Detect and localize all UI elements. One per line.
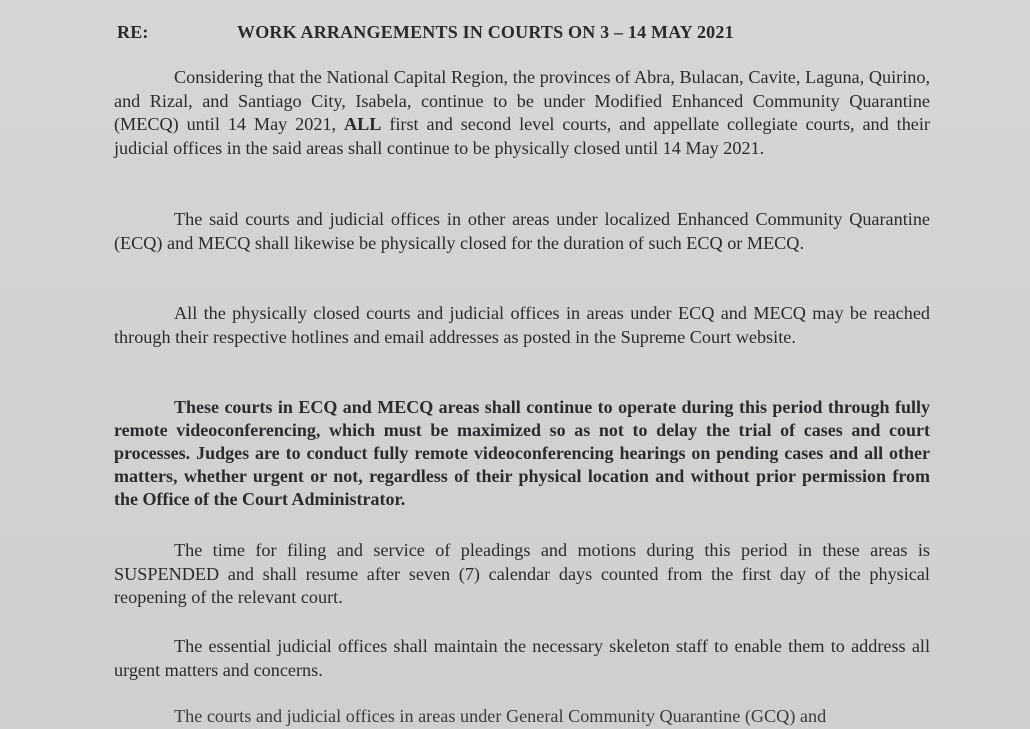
paragraph-localized-ecq: The said courts and judicial offices in other areas under localized Enhanced Community Quarantine (ECQ) and MECQ shall likewise be physically closed for the duration of such ECQ or MECQ.: [114, 209, 930, 253]
paragraph-skeleton-staff: The essential judicial offices shall maintain the necessary skeleton staff to enable them to address all urgent matters and concerns.: [114, 636, 930, 680]
paragraph-mecq-closure-text: Considering that the National Capital Region, the provinces of Abra, Bulacan, Cavite, Laguna, Quirino, and Rizal, and Santiago City, Isabela, continue to be under Modified Enhanced Community Quarantine (MECQ) until 14 May 2021,: [114, 67, 930, 135]
paragraph-hotlines: All the physically closed courts and judicial offices in areas under ECQ and MECQ may be reached through their respective hotlines and email addresses as posted in the Supreme Court website.: [114, 303, 930, 347]
subject-title: WORK ARRANGEMENTS IN COURTS ON 3 – 14 MAY 2021: [237, 22, 734, 42]
paragraph-videoconferencing: These courts in ECQ and MECQ areas shall continue to operate during this period through fully remote videoconferencing, which must be maximized so as not to delay the trial of cases and court processes. Judges are to conduct fully remote videoconferencing hearings on pending cases and all other matters, whether urgent or not, regardless of their physical location and without prior permission from the Office of the Court Administrator.: [114, 397, 930, 509]
paragraph-mecq-closure: [114, 66, 930, 160]
paragraph-gcq-partial: The courts and judicial offices in areas under General Community Quarantine (GCQ) and: [174, 706, 827, 726]
paragraph-mecq-closure-text-end: first and second level courts, and appellate collegiate courts, and their judicial offices in the said areas shall continue to be physically closed until 14 May 2021.: [114, 114, 930, 158]
re-label: RE:: [117, 22, 149, 42]
all-emphasis: ALL: [344, 114, 382, 135]
paragraph-filing-suspended: The time for filing and service of pleadings and motions during this period in these areas is SUSPENDED and shall resume after seven (7) calendar days counted from the first day of the physical reopening of the relevant court.: [114, 540, 930, 608]
